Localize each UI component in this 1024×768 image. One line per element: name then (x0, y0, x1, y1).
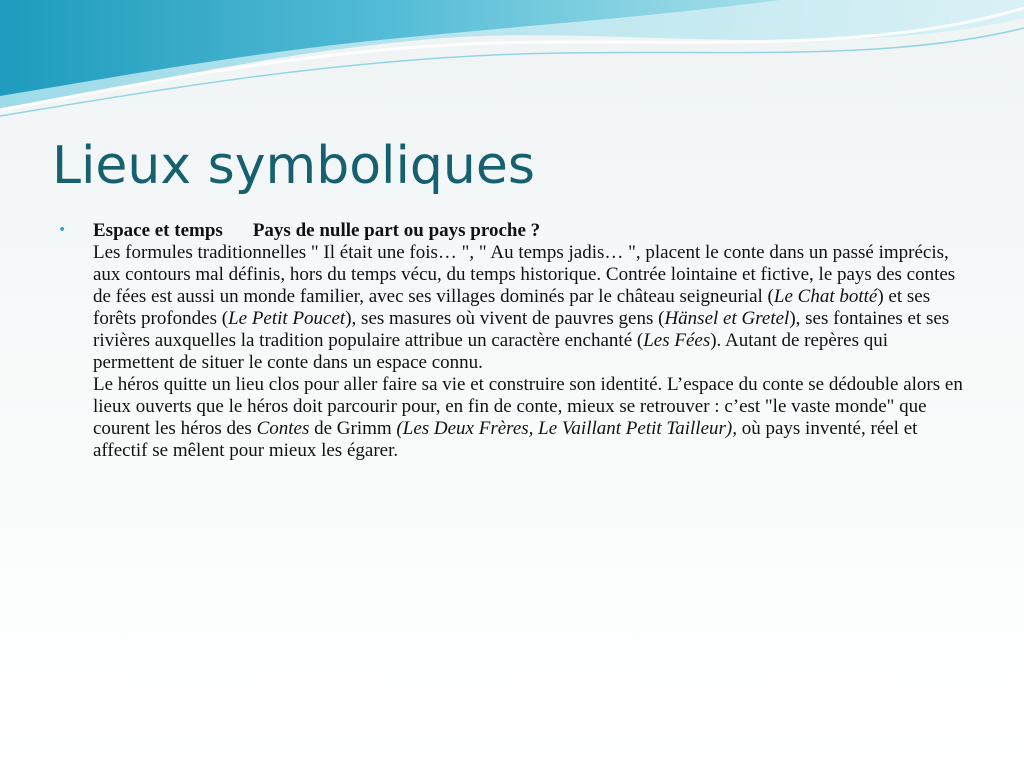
text-run: Les formules traditionnelles " Il était une fois… ", " Au temps jadis… ", placent le conte dans un passé imprécis, aux contours mal définis, hors du temps vécu, du temps historique. Contrée lointaine et fictive, le pays des contes de fées est aussi un monde familier, avec ses villages dominés par le château seigneurial ( (93, 242, 956, 307)
work-title-chat-botte: Le Chat botté (773, 286, 878, 307)
work-title-contes: Contes (256, 418, 310, 439)
bullet-marker: • (58, 222, 67, 238)
paragraph-heros-et-espace (93, 374, 973, 462)
text-run: de Grimm (309, 418, 397, 439)
work-title-hansel-et-gretel: Hänsel et Gretel (664, 308, 790, 329)
slide-title: Lieux symboliques (52, 136, 535, 196)
text-run: ), ses masures où vivent de pauvres gens ( (345, 308, 665, 329)
bullet-body (93, 220, 973, 462)
text-run: où pays inventé, réel et affectif se mêlent pour mieux les égarer. (93, 418, 918, 461)
text-run: Le héros quitte un lieu clos pour aller faire sa vie et construire son identité. L’espace du conte se dédouble alors en lieux ouverts que le héros doit parcourir pour, en fin de conte, mieux se retrouver : c’est "le vaste monde" que courent les héros des (93, 374, 963, 439)
heading-espace-et-temps: Espace et temps (93, 220, 223, 241)
work-title-petit-poucet: Le Petit Poucet (228, 308, 346, 329)
text-run: ) et ses forêts profondes ( (93, 286, 931, 329)
work-title-grimm-tales: (Les Deux Frères, Le Vaillant Petit Tailleur), (396, 418, 737, 439)
wave-header-decoration (0, 0, 1024, 130)
text-run: ), ses fontaines et ses rivières auxquelles la tradition populaire attribue un caractère enchanté ( (93, 308, 950, 351)
heading-pays-de-nulle-part: Pays de nulle part ou pays proche ? (252, 220, 541, 241)
paragraph-temps-et-lieux (93, 242, 973, 374)
bullet-heading (93, 220, 973, 242)
work-title-les-fees: Les Fées (643, 330, 711, 351)
text-run: ). Autant de repères qui permettent de situer le conte dans un espace connu. (93, 330, 889, 373)
